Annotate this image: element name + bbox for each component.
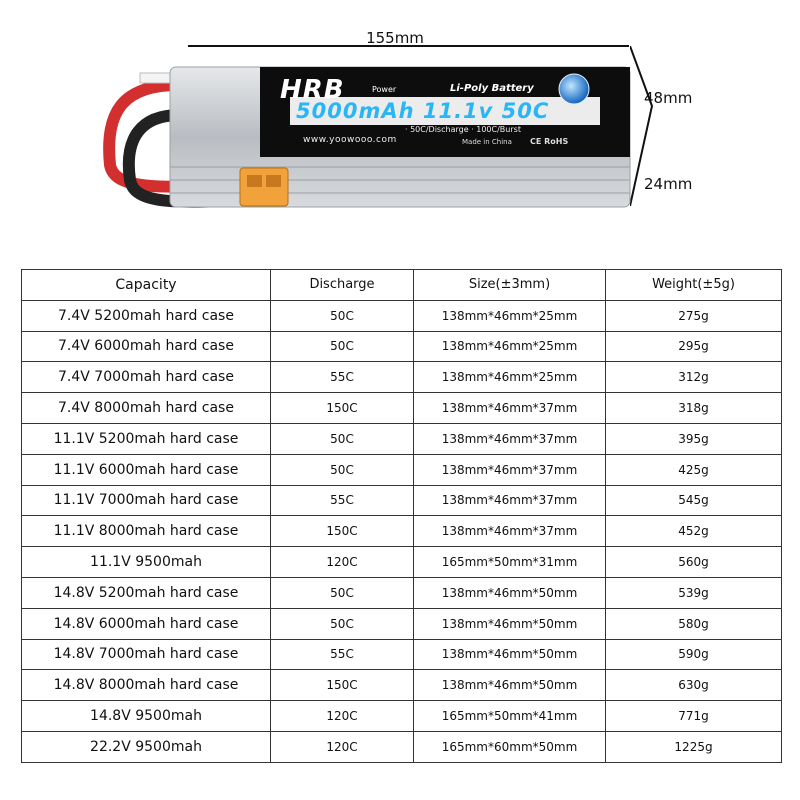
battery-brand-sub: Power bbox=[372, 85, 397, 94]
table-header-row bbox=[22, 270, 782, 301]
cell-discharge: 50C bbox=[271, 300, 414, 331]
cell-size: 138mm*46mm*37mm bbox=[414, 393, 606, 424]
cell-weight: 318g bbox=[606, 393, 782, 424]
cell-discharge: 120C bbox=[271, 547, 414, 578]
table-row bbox=[22, 639, 782, 670]
cell-discharge: 50C bbox=[271, 577, 414, 608]
cell-size: 138mm*46mm*50mm bbox=[414, 608, 606, 639]
cell-capacity: 7.4V 8000mah hard case bbox=[22, 393, 271, 424]
table-row bbox=[22, 423, 782, 454]
cell-weight: 395g bbox=[606, 423, 782, 454]
cell-weight: 771g bbox=[606, 701, 782, 732]
cell-size: 165mm*50mm*41mm bbox=[414, 701, 606, 732]
cell-weight: 452g bbox=[606, 516, 782, 547]
cell-capacity: 7.4V 7000mah hard case bbox=[22, 362, 271, 393]
cell-weight: 295g bbox=[606, 331, 782, 362]
cell-size: 165mm*50mm*31mm bbox=[414, 547, 606, 578]
table-row bbox=[22, 701, 782, 732]
table-row bbox=[22, 577, 782, 608]
cell-capacity: 14.8V 8000mah hard case bbox=[22, 670, 271, 701]
cell-capacity: 11.1V 7000mah hard case bbox=[22, 485, 271, 516]
cell-size: 138mm*46mm*37mm bbox=[414, 485, 606, 516]
cell-weight: 580g bbox=[606, 608, 782, 639]
header-weight: Weight(±5g) bbox=[606, 270, 782, 301]
cell-weight: 1225g bbox=[606, 731, 782, 762]
table-row bbox=[22, 393, 782, 424]
cell-capacity: 11.1V 8000mah hard case bbox=[22, 516, 271, 547]
cell-discharge: 150C bbox=[271, 393, 414, 424]
cell-capacity: 14.8V 6000mah hard case bbox=[22, 608, 271, 639]
cell-discharge: 50C bbox=[271, 331, 414, 362]
width-dimension-label: 24mm bbox=[644, 175, 693, 193]
cell-capacity: 14.8V 5200mah hard case bbox=[22, 577, 271, 608]
cell-discharge: 120C bbox=[271, 731, 414, 762]
spec-table bbox=[21, 269, 782, 763]
cell-discharge: 150C bbox=[271, 516, 414, 547]
header-capacity: Capacity bbox=[22, 270, 271, 301]
table-row bbox=[22, 300, 782, 331]
cell-capacity: 7.4V 6000mah hard case bbox=[22, 331, 271, 362]
cell-size: 138mm*46mm*50mm bbox=[414, 577, 606, 608]
header-size: Size(±3mm) bbox=[414, 270, 606, 301]
cell-capacity: 14.8V 9500mah bbox=[22, 701, 271, 732]
table-row bbox=[22, 608, 782, 639]
cell-capacity: 14.8V 7000mah hard case bbox=[22, 639, 271, 670]
table-row bbox=[22, 485, 782, 516]
table-row bbox=[22, 670, 782, 701]
cell-size: 165mm*60mm*50mm bbox=[414, 731, 606, 762]
cell-capacity: 22.2V 9500mah bbox=[22, 731, 271, 762]
table-row bbox=[22, 362, 782, 393]
cell-capacity: 11.1V 9500mah bbox=[22, 547, 271, 578]
battery-spec: 5000mAh 11.1v 50C bbox=[296, 99, 550, 123]
cell-discharge: 50C bbox=[271, 608, 414, 639]
cell-size: 138mm*46mm*50mm bbox=[414, 670, 606, 701]
length-dimension-label: 155mm bbox=[366, 29, 424, 47]
cell-capacity: 11.1V 5200mah hard case bbox=[22, 423, 271, 454]
battery-image bbox=[100, 55, 640, 225]
battery-website: www.yoowooo.com bbox=[303, 135, 397, 145]
globe-logo bbox=[559, 74, 589, 104]
cell-size: 138mm*46mm*37mm bbox=[414, 454, 606, 485]
table-row bbox=[22, 331, 782, 362]
cell-discharge: 55C bbox=[271, 485, 414, 516]
table-row bbox=[22, 516, 782, 547]
table-row bbox=[22, 454, 782, 485]
cell-size: 138mm*46mm*25mm bbox=[414, 300, 606, 331]
battery-made-in: Made in China bbox=[462, 138, 512, 146]
cell-weight: 425g bbox=[606, 454, 782, 485]
cell-weight: 539g bbox=[606, 577, 782, 608]
battery-cert: CE RoHS bbox=[530, 137, 569, 146]
cell-size: 138mm*46mm*37mm bbox=[414, 516, 606, 547]
cell-size: 138mm*46mm*25mm bbox=[414, 362, 606, 393]
header-discharge: Discharge bbox=[271, 270, 414, 301]
height-dimension-label: 48mm bbox=[644, 89, 693, 107]
cell-weight: 545g bbox=[606, 485, 782, 516]
cell-weight: 560g bbox=[606, 547, 782, 578]
cell-discharge: 50C bbox=[271, 454, 414, 485]
cell-discharge: 55C bbox=[271, 362, 414, 393]
cell-discharge: 55C bbox=[271, 639, 414, 670]
battery-discharge: · 50C/Discharge · 100C/Burst bbox=[405, 125, 521, 134]
battery-type: Li-Poly Battery bbox=[450, 83, 534, 94]
table-row bbox=[22, 547, 782, 578]
cell-size: 138mm*46mm*25mm bbox=[414, 331, 606, 362]
cell-size: 138mm*46mm*50mm bbox=[414, 639, 606, 670]
cell-discharge: 120C bbox=[271, 701, 414, 732]
battery-brand: HRB bbox=[280, 75, 345, 105]
cell-discharge: 150C bbox=[271, 670, 414, 701]
cell-weight: 275g bbox=[606, 300, 782, 331]
cell-size: 138mm*46mm*37mm bbox=[414, 423, 606, 454]
cell-discharge: 50C bbox=[271, 423, 414, 454]
cell-weight: 630g bbox=[606, 670, 782, 701]
cell-capacity: 11.1V 6000mah hard case bbox=[22, 454, 271, 485]
cell-capacity: 7.4V 5200mah hard case bbox=[22, 300, 271, 331]
cell-weight: 590g bbox=[606, 639, 782, 670]
cell-weight: 312g bbox=[606, 362, 782, 393]
table-row bbox=[22, 731, 782, 762]
